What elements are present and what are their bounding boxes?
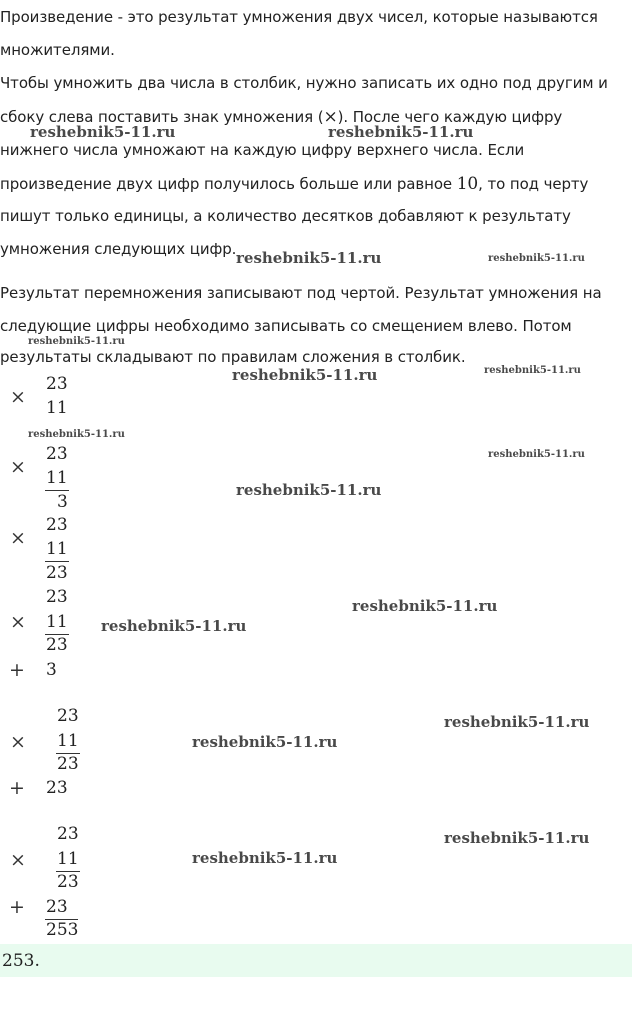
times-sign: ×: [10, 849, 26, 871]
partial-product: 23: [46, 778, 68, 798]
multiplicand: 23: [46, 515, 68, 535]
text-fragment: произведение двух цифр получилось больше или равное: [0, 175, 457, 193]
paragraph-line: Чтобы умножить два числа в столбик, нужно записать их одно под другим и: [0, 74, 608, 92]
multiplicand: 23: [46, 444, 68, 464]
multiplicand: 23: [46, 587, 68, 607]
text-fragment: , то под черту: [478, 175, 589, 193]
answer-box: [0, 944, 632, 977]
times-sign: ×: [10, 611, 26, 633]
partial-product: 23: [46, 897, 68, 917]
plus-sign: +: [9, 659, 25, 681]
partial-product: 23: [46, 635, 68, 655]
watermark: reshebnik5-11.ru: [484, 365, 581, 376]
watermark: reshebnik5-11.ru: [444, 829, 590, 847]
multiplier: 11: [57, 731, 79, 751]
plus-sign: +: [9, 896, 25, 918]
times-symbol: ×: [323, 107, 338, 127]
multiplier: 11: [57, 849, 79, 869]
multiplier: 11: [46, 539, 68, 559]
watermark: reshebnik5-11.ru: [28, 429, 125, 440]
watermark: reshebnik5-11.ru: [101, 617, 247, 635]
paragraph-line: результаты складывают по правилам сложения в столбик.: [0, 348, 466, 366]
paragraph-line: [0, 174, 632, 194]
partial-product: 23: [46, 563, 68, 583]
paragraph-line: Результат перемножения записывают под чертой. Результат умножения на: [0, 284, 602, 302]
underline-bar: [45, 490, 69, 491]
text-fragment: сбоку слева поставить знак умножения (: [0, 108, 324, 126]
partial-product: 23: [57, 754, 79, 774]
paragraph-line: Произведение - это результат умножения двух чисел, которые называются: [0, 8, 598, 26]
multiplicand: 23: [57, 706, 79, 726]
times-sign: ×: [10, 386, 26, 408]
number-ten: 10: [456, 174, 479, 194]
text-fragment: ). После чего каждую цифру: [337, 108, 563, 126]
watermark: reshebnik5-11.ru: [192, 733, 338, 751]
partial-product: 3: [46, 660, 57, 680]
watermark: reshebnik5-11.ru: [328, 123, 474, 141]
paragraph-line: пишут только единицы, а количество десятков добавляют к результату: [0, 207, 571, 225]
multiplicand: 23: [46, 374, 68, 394]
partial-product: 23: [57, 872, 79, 892]
watermark: reshebnik5-11.ru: [192, 849, 338, 867]
watermark: reshebnik5-11.ru: [352, 597, 498, 615]
watermark: reshebnik5-11.ru: [236, 481, 382, 499]
times-sign: ×: [10, 456, 26, 478]
times-sign: ×: [10, 527, 26, 549]
underline-bar: [45, 561, 69, 562]
watermark: reshebnik5-11.ru: [488, 253, 585, 264]
plus-sign: +: [9, 777, 25, 799]
multiplier: 11: [46, 398, 68, 418]
watermark: reshebnik5-11.ru: [28, 336, 125, 347]
paragraph-line: нижнего числа умножают на каждую цифру верхнего числа. Если: [0, 141, 525, 159]
final-product: 253: [46, 920, 79, 940]
multiplier: 11: [46, 468, 68, 488]
watermark: reshebnik5-11.ru: [488, 449, 585, 460]
multiplicand: 23: [57, 824, 79, 844]
watermark: reshebnik5-11.ru: [444, 713, 590, 731]
paragraph-line: умножения следующих цифр.: [0, 240, 237, 258]
answer-value: 253.: [2, 951, 40, 971]
multiplier: 11: [46, 612, 68, 632]
paragraph-line: следующие цифры необходимо записывать со смещением влево. Потом: [0, 317, 572, 335]
watermark: reshebnik5-11.ru: [30, 123, 176, 141]
paragraph-line: множителями.: [0, 41, 115, 59]
watermark: reshebnik5-11.ru: [232, 366, 378, 384]
partial-product: 3: [57, 492, 68, 512]
watermark: reshebnik5-11.ru: [236, 249, 382, 267]
times-sign: ×: [10, 731, 26, 753]
